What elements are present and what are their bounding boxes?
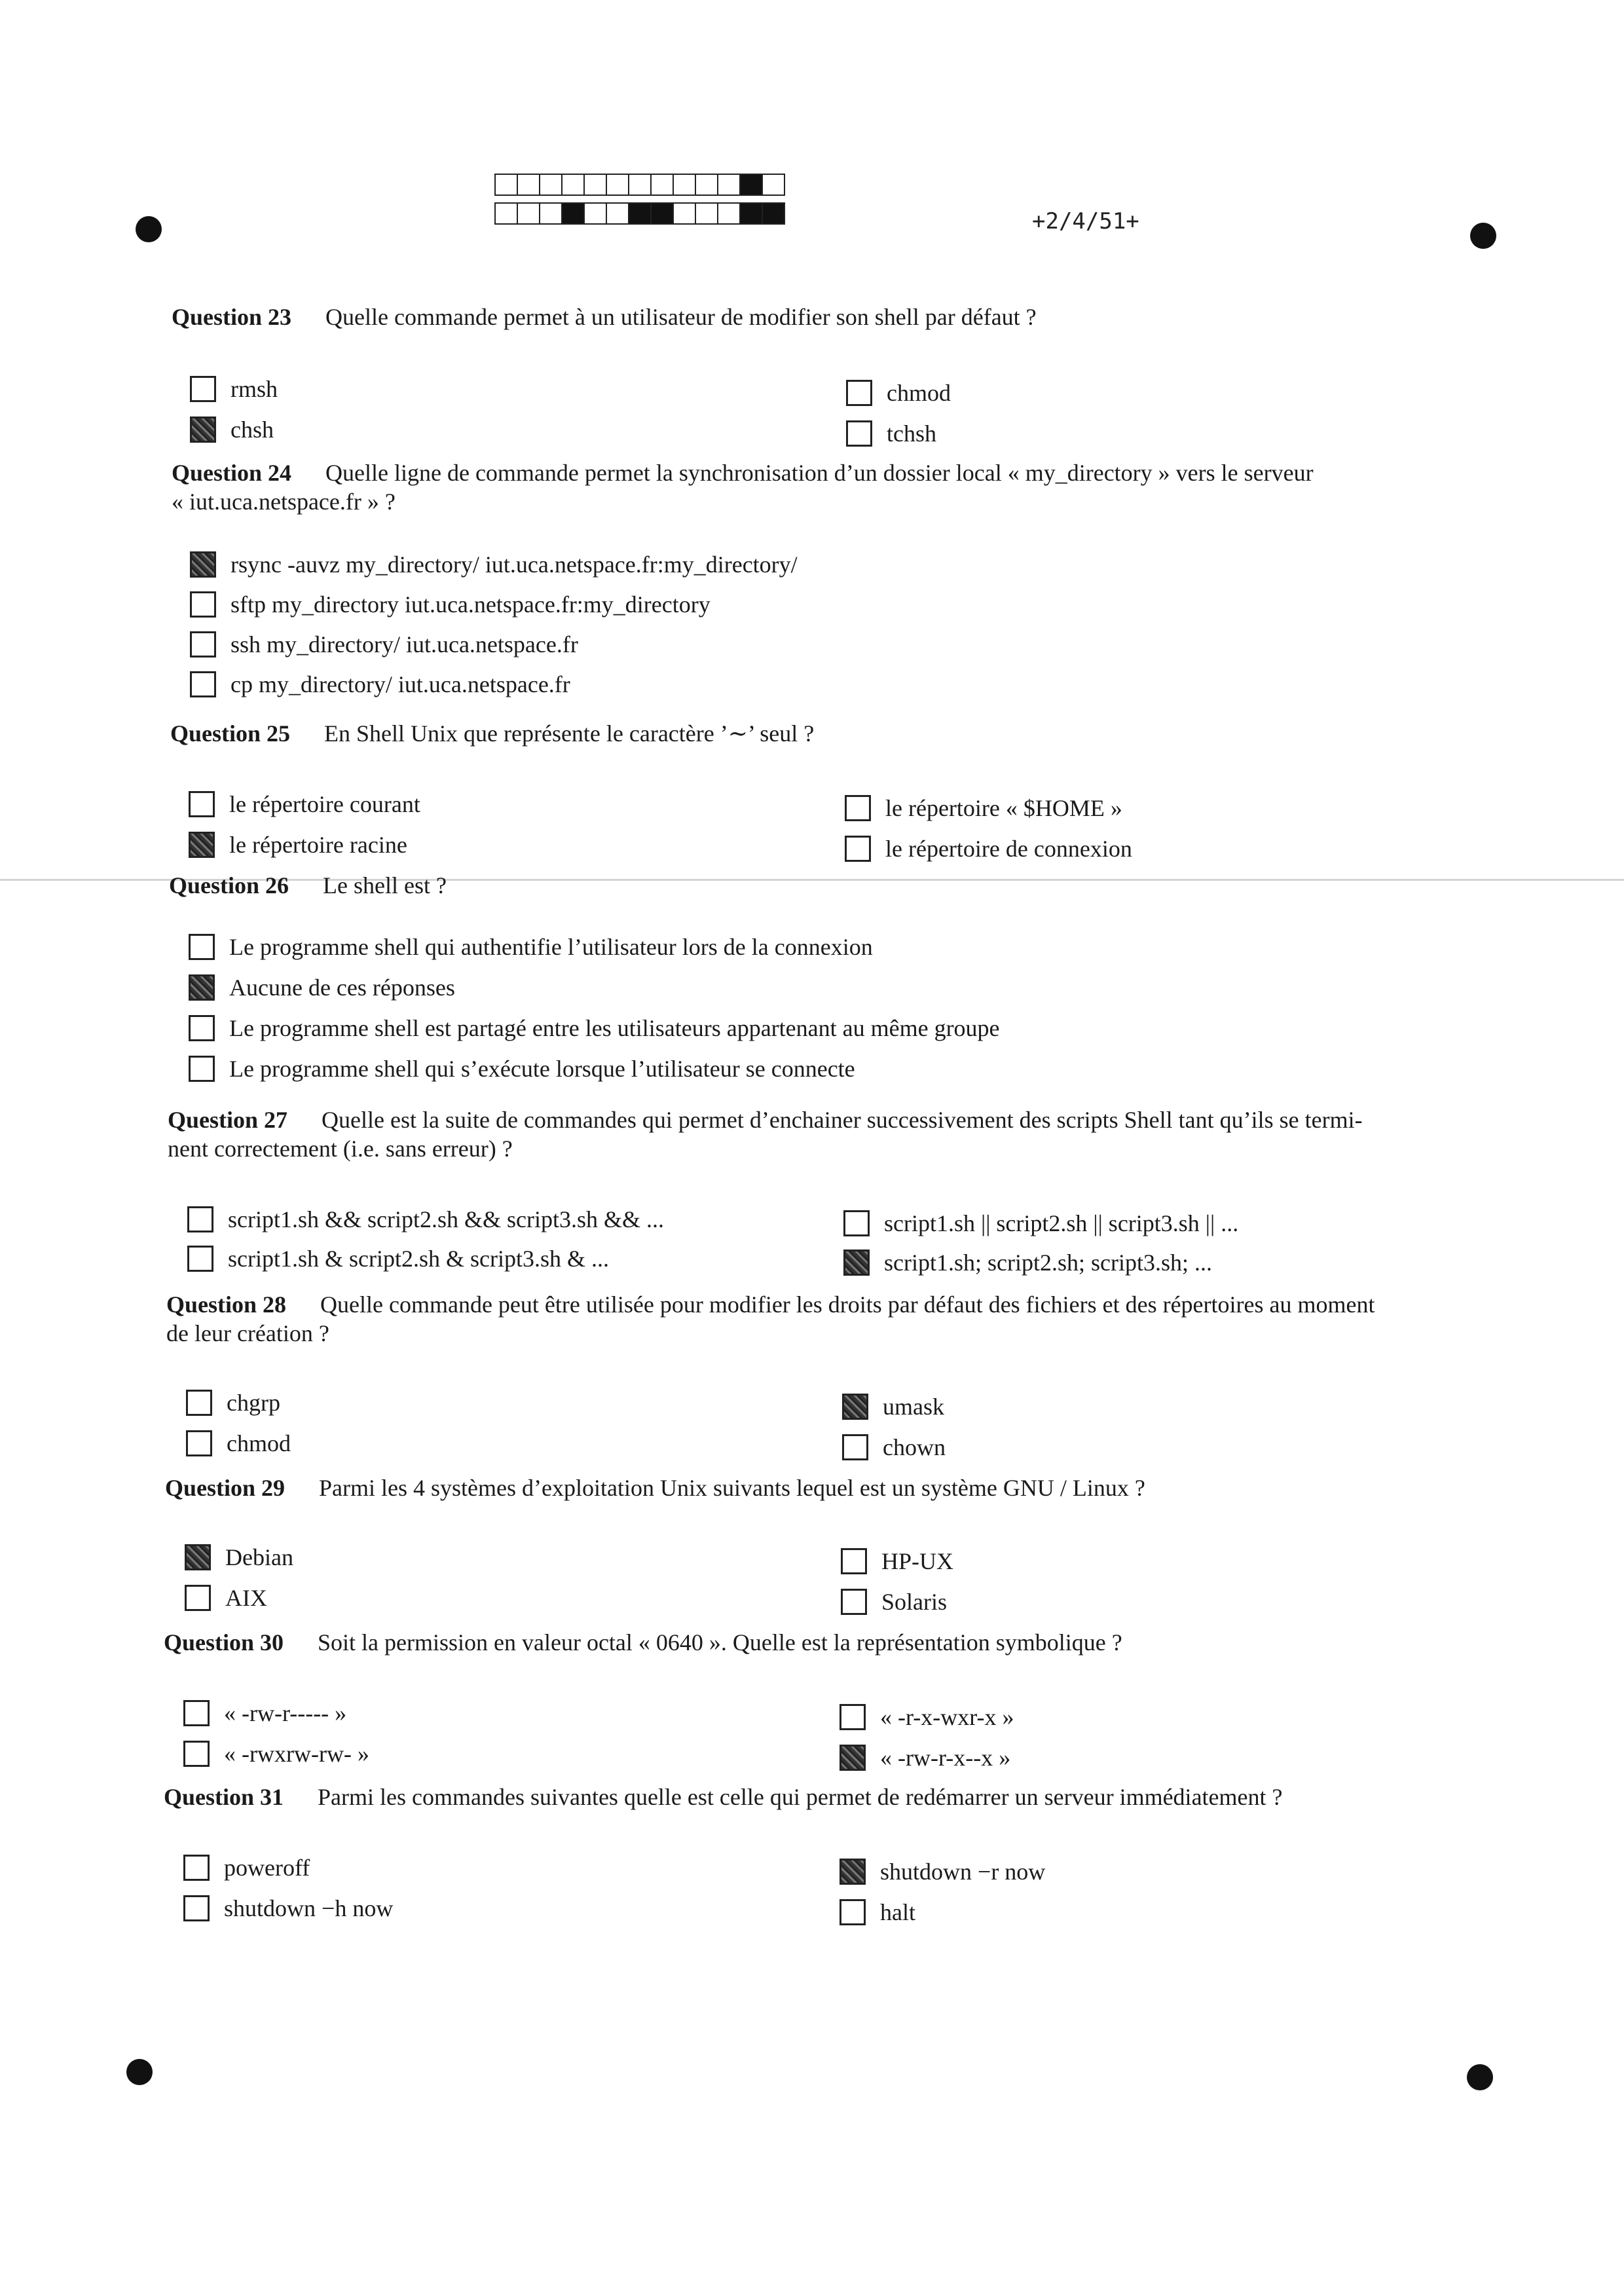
question-29-answer[interactable] — [841, 1547, 953, 1576]
checkbox-checked[interactable] — [190, 551, 216, 578]
registration-mark-bottom-left — [126, 2059, 153, 2085]
answer-text: « -rwxrw-rw- » — [224, 1741, 369, 1767]
answer-text: chmod — [227, 1430, 291, 1456]
answer-text: ssh my_directory/ iut.uca.netspace.fr — [231, 631, 578, 657]
answer-text: HP-UX — [881, 1548, 954, 1574]
answer-text: Le programme shell est partagé entre les utilisateurs appartenant au même groupe — [229, 1015, 1000, 1041]
question-25-answer[interactable] — [845, 834, 1132, 863]
answer-text: AIX — [225, 1585, 267, 1611]
checkbox-checked[interactable] — [190, 417, 216, 443]
answer-text: Solaris — [881, 1589, 948, 1615]
question-29-answer[interactable] — [185, 1543, 293, 1572]
checkbox-checked[interactable] — [189, 832, 215, 858]
answer-text: rmsh — [231, 376, 278, 402]
question-27-text: Quelle est la suite de commandes qui permet d’enchainer successivement des scripts Shell tant qu’ils se termi- — [322, 1107, 1363, 1133]
checkbox-checked[interactable] — [840, 1859, 866, 1885]
question-25-answer[interactable] — [845, 794, 1122, 823]
answer-text: le répertoire courant — [229, 791, 420, 817]
barcode-cell — [517, 174, 540, 196]
answer-text: halt — [880, 1899, 915, 1925]
checkbox[interactable] — [842, 1434, 868, 1460]
question-23-answer[interactable] — [846, 379, 951, 407]
question-24-heading — [172, 458, 1314, 487]
question-31-heading — [164, 1783, 1282, 1811]
checkbox[interactable] — [187, 1206, 213, 1232]
barcode-cell — [717, 174, 741, 196]
question-31-answer[interactable] — [183, 1853, 310, 1882]
answer-text: script1.sh & script2.sh & script3.sh & ... — [228, 1246, 609, 1272]
checkbox[interactable] — [846, 380, 872, 406]
barcode-cell — [606, 174, 629, 196]
question-23-label: Question 23 — [172, 304, 292, 330]
answer-text: tchsh — [887, 420, 936, 447]
page-code: +2/4/51+ — [1032, 208, 1139, 234]
question-31-answer[interactable] — [840, 1898, 915, 1927]
question-30-answer[interactable] — [840, 1743, 1010, 1772]
answer-text: chmod — [887, 380, 951, 406]
question-23-text: Quelle commande permet à un utilisateur de modifier son shell par défaut ? — [325, 304, 1037, 330]
barcode-cell — [695, 174, 718, 196]
checkbox[interactable] — [845, 836, 871, 862]
checkbox[interactable] — [845, 795, 871, 821]
question-29-answer[interactable] — [185, 1583, 267, 1612]
barcode-cell — [650, 202, 674, 225]
answer-text: Le programme shell qui authentifie l’utilisateur lors de la connexion — [229, 934, 873, 960]
answer-text: « -rw-r-x--x » — [880, 1745, 1011, 1771]
checkbox[interactable] — [183, 1741, 210, 1767]
checkbox[interactable] — [189, 1015, 215, 1041]
question-30-answer[interactable] — [183, 1699, 346, 1728]
question-28-heading — [166, 1290, 1375, 1319]
answer-text: script1.sh; script2.sh; script3.sh; ... — [884, 1250, 1212, 1276]
barcode-cell — [561, 202, 585, 225]
checkbox[interactable] — [189, 934, 215, 960]
checkbox[interactable] — [846, 420, 872, 447]
checkbox[interactable] — [183, 1895, 210, 1921]
barcode-cell — [583, 174, 607, 196]
barcode-cell — [673, 202, 696, 225]
barcode-cell — [695, 202, 718, 225]
barcode-cell — [606, 202, 629, 225]
checkbox-checked[interactable] — [842, 1394, 868, 1420]
question-26-answer[interactable] — [189, 973, 455, 1002]
barcode-cell — [628, 174, 652, 196]
question-26-text: Le shell est ? — [323, 872, 447, 898]
answer-text: poweroff — [224, 1855, 310, 1881]
checkbox[interactable] — [183, 1700, 210, 1726]
question-26-heading — [169, 871, 447, 900]
answer-text: Aucune de ces réponses — [229, 974, 455, 1001]
barcode-cell — [717, 202, 741, 225]
checkbox[interactable] — [183, 1855, 210, 1881]
checkbox-checked[interactable] — [840, 1745, 866, 1771]
question-24-answer[interactable] — [190, 590, 710, 619]
barcode-cell — [561, 174, 585, 196]
question-31-answer[interactable] — [840, 1857, 1045, 1886]
checkbox[interactable] — [189, 1056, 215, 1082]
question-25-text: En Shell Unix que représente le caractère ’∼’ seul ? — [324, 720, 815, 747]
question-24-text-continuation: « iut.uca.netspace.fr » ? — [172, 489, 396, 515]
checkbox[interactable] — [189, 791, 215, 817]
question-27-heading — [168, 1105, 1363, 1134]
barcode-row — [494, 174, 784, 196]
answer-text: shutdown −r now — [880, 1859, 1046, 1885]
checkbox[interactable] — [840, 1704, 866, 1730]
barcode-cell — [739, 202, 763, 225]
barcode-cell — [650, 174, 674, 196]
checkbox[interactable] — [843, 1210, 870, 1236]
question-26-answer[interactable] — [189, 1054, 855, 1083]
checkbox[interactable] — [190, 671, 216, 697]
answer-text: le répertoire « $HOME » — [885, 795, 1122, 821]
answer-text: rsync -auvz my_directory/ iut.uca.netspace.fr:my_directory/ — [231, 551, 798, 578]
checkbox[interactable] — [190, 591, 216, 618]
question-28-text-continuation: de leur création ? — [166, 1320, 329, 1346]
question-29-text: Parmi les 4 systèmes d’exploitation Unix suivants lequel est un système GNU / Linux ? — [319, 1475, 1145, 1501]
answer-text: « -rw-r----- » — [224, 1700, 347, 1726]
checkbox[interactable] — [841, 1589, 867, 1615]
checkbox[interactable] — [840, 1899, 866, 1925]
checkbox[interactable] — [190, 376, 216, 402]
page-id-barcode — [494, 174, 784, 231]
checkbox-checked[interactable] — [185, 1544, 211, 1570]
answer-text: umask — [883, 1394, 944, 1420]
question-25-answer[interactable] — [189, 830, 407, 859]
registration-mark-bottom-right — [1467, 2064, 1493, 2090]
answer-text: chsh — [231, 417, 274, 443]
answer-text: chgrp — [227, 1390, 280, 1416]
checkbox[interactable] — [185, 1585, 211, 1611]
question-31-label: Question 31 — [164, 1784, 284, 1810]
checkbox[interactable] — [186, 1390, 212, 1416]
answer-text: « -r-x-wxr-x » — [880, 1704, 1014, 1730]
question-26-answer[interactable] — [189, 933, 873, 961]
checkbox[interactable] — [186, 1430, 212, 1456]
checkbox[interactable] — [187, 1246, 213, 1272]
question-23-answer[interactable] — [846, 419, 936, 448]
question-27-label: Question 27 — [168, 1107, 288, 1133]
question-24-answer[interactable] — [190, 630, 578, 659]
answer-text: script1.sh || script2.sh || script3.sh || ... — [884, 1210, 1239, 1236]
question-25-answer[interactable] — [189, 790, 420, 819]
question-30-label: Question 30 — [164, 1629, 284, 1656]
question-28-answer[interactable] — [186, 1429, 291, 1458]
question-31-text: Parmi les commandes suivantes quelle est celle qui permet de redémarrer un serveur immédiatement ? — [318, 1784, 1283, 1810]
barcode-row — [494, 202, 784, 225]
answer-text: script1.sh && script2.sh && script3.sh && ... — [228, 1206, 664, 1232]
question-26-answer[interactable] — [189, 1014, 1000, 1043]
question-23-heading — [172, 303, 1037, 331]
question-28-answer[interactable] — [186, 1388, 280, 1417]
question-30-heading — [164, 1628, 1122, 1657]
question-24-text: Quelle ligne de commande permet la synchronisation d’un dossier local « my_directory » vers le serveur — [325, 460, 1314, 486]
question-31-answer[interactable] — [183, 1894, 393, 1923]
question-25-heading — [170, 719, 814, 748]
question-23-answer[interactable] — [190, 415, 274, 444]
checkbox[interactable] — [190, 631, 216, 657]
barcode-cell — [539, 174, 563, 196]
registration-mark-top-right — [1470, 223, 1496, 249]
question-28-answer[interactable] — [842, 1433, 946, 1462]
answer-text: sftp my_directory iut.uca.netspace.fr:my_directory — [231, 591, 710, 618]
question-30-answer[interactable] — [840, 1703, 1014, 1731]
question-27-answer[interactable] — [843, 1209, 1238, 1238]
question-26-label: Question 26 — [169, 872, 289, 898]
barcode-cell — [673, 174, 696, 196]
question-29-answer[interactable] — [841, 1587, 947, 1616]
answer-text: chown — [883, 1434, 946, 1460]
barcode-cell — [739, 174, 763, 196]
question-29-label: Question 29 — [165, 1475, 286, 1501]
barcode-cell — [762, 202, 785, 225]
question-24-answer[interactable] — [190, 670, 570, 699]
question-28-label: Question 28 — [166, 1291, 287, 1318]
checkbox-checked[interactable] — [843, 1250, 870, 1276]
barcode-cell — [628, 202, 652, 225]
question-23-answer[interactable] — [190, 375, 278, 403]
barcode-cell — [762, 174, 785, 196]
registration-mark-top-left — [136, 216, 162, 242]
question-24-label: Question 24 — [172, 460, 292, 486]
question-27-answer[interactable] — [843, 1248, 1212, 1277]
question-28-text: Quelle commande peut être utilisée pour modifier les droits par défaut des fichiers et des répertoires au moment — [320, 1291, 1375, 1318]
question-30-answer[interactable] — [183, 1739, 369, 1768]
checkbox-checked[interactable] — [189, 974, 215, 1001]
barcode-cell — [494, 202, 518, 225]
question-27-answer[interactable] — [187, 1205, 664, 1234]
question-28-answer[interactable] — [842, 1392, 944, 1421]
answer-text: le répertoire de connexion — [885, 836, 1132, 862]
question-27-text-continuation: nent correctement (i.e. sans erreur) ? — [168, 1136, 513, 1162]
question-25-label: Question 25 — [170, 720, 291, 747]
question-30-text: Soit la permission en valeur octal « 0640 ». Quelle est la représentation symbolique ? — [318, 1629, 1122, 1656]
barcode-cell — [539, 202, 563, 225]
answer-text: le répertoire racine — [229, 832, 407, 858]
answer-text: Le programme shell qui s’exécute lorsque l’utilisateur se connecte — [229, 1056, 855, 1082]
answer-text: cp my_directory/ iut.uca.netspace.fr — [231, 671, 570, 697]
question-24-answer[interactable] — [190, 550, 798, 579]
question-27-answer[interactable] — [187, 1244, 609, 1273]
barcode-cell — [494, 174, 518, 196]
checkbox[interactable] — [841, 1548, 867, 1574]
answer-text: shutdown −h now — [224, 1895, 394, 1921]
barcode-cell — [517, 202, 540, 225]
answer-text: Debian — [225, 1544, 293, 1570]
barcode-cell — [583, 202, 607, 225]
question-29-heading — [165, 1473, 1145, 1502]
